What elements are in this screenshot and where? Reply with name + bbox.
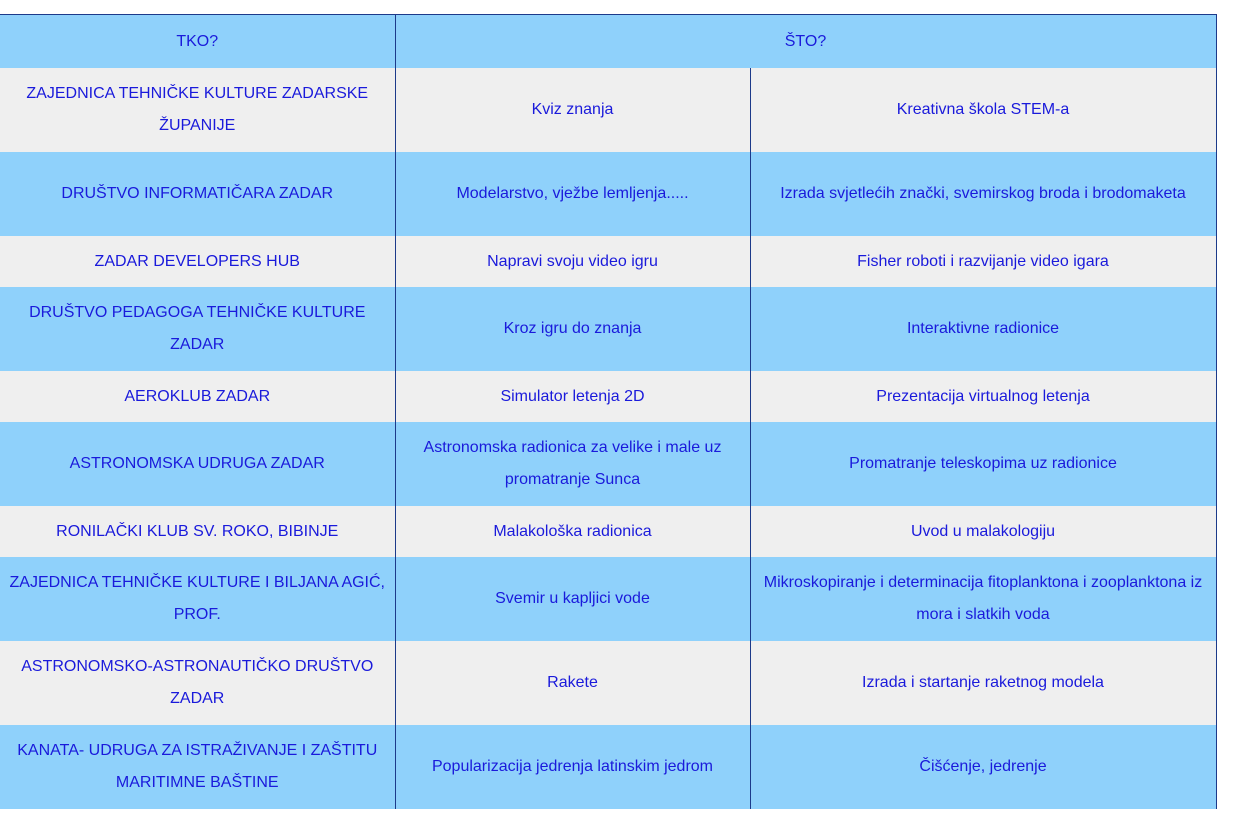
table-row [0, 152, 1216, 236]
cell-who: KANATA- UDRUGA ZA ISTRAŽIVANJE I ZAŠTITU MARITIMNE BAŠTINE [0, 725, 395, 809]
cell-description: Prezentacija virtualnog letenja [750, 371, 1216, 422]
activities-table [0, 14, 1217, 809]
cell-who: ZAJEDNICA TEHNIČKE KULTURE ZADARSKE ŽUPANIJE [0, 68, 395, 152]
cell-who: DRUŠTVO PEDAGOGA TEHNIČKE KULTURE ZADAR [0, 287, 395, 371]
cell-description: Izrada svjetlećih znački, svemirskog broda i brodomaketa [750, 152, 1216, 236]
cell-activity: Rakete [395, 641, 750, 725]
table-row [0, 557, 1216, 641]
cell-description: Kreativna škola STEM-a [750, 68, 1216, 152]
cell-description: Uvod u malakologiju [750, 506, 1216, 557]
cell-who: ZAJEDNICA TEHNIČKE KULTURE I BILJANA AGIĆ, PROF. [0, 557, 395, 641]
cell-description: Čišćenje, jedrenje [750, 725, 1216, 809]
cell-description: Izrada i startanje raketnog modela [750, 641, 1216, 725]
table-row [0, 68, 1216, 152]
cell-activity: Popularizacija jedrenja latinskim jedrom [395, 725, 750, 809]
cell-description: Promatranje teleskopima uz radionice [750, 422, 1216, 506]
cell-activity: Simulator letenja 2D [395, 371, 750, 422]
header-who: TKO? [0, 15, 395, 69]
cell-activity: Malakološka radionica [395, 506, 750, 557]
table-row [0, 725, 1216, 809]
table-row [0, 506, 1216, 557]
cell-description: Fisher roboti i razvijanje video igara [750, 236, 1216, 287]
table-row [0, 422, 1216, 506]
cell-who: ASTRONOMSKO-ASTRONAUTIČKO DRUŠTVO ZADAR [0, 641, 395, 725]
table-row [0, 371, 1216, 422]
cell-activity: Svemir u kapljici vode [395, 557, 750, 641]
header-what: ŠTO? [395, 15, 1216, 69]
cell-description: Interaktivne radionice [750, 287, 1216, 371]
cell-activity: Astronomska radionica za velike i male uz promatranje Sunca [395, 422, 750, 506]
cell-who: AEROKLUB ZADAR [0, 371, 395, 422]
cell-who: DRUŠTVO INFORMATIČARA ZADAR [0, 152, 395, 236]
cell-activity: Napravi svoju video igru [395, 236, 750, 287]
table-row [0, 641, 1216, 725]
cell-activity: Kviz znanja [395, 68, 750, 152]
cell-who: RONILAČKI KLUB SV. ROKO, BIBINJE [0, 506, 395, 557]
cell-activity: Kroz igru do znanja [395, 287, 750, 371]
cell-who: ASTRONOMSKA UDRUGA ZADAR [0, 422, 395, 506]
table-row [0, 236, 1216, 287]
cell-who: ZADAR DEVELOPERS HUB [0, 236, 395, 287]
table-row [0, 287, 1216, 371]
table-container [0, 14, 1216, 809]
cell-description: Mikroskopiranje i determinacija fitoplanktona i zooplanktona iz mora i slatkih voda [750, 557, 1216, 641]
cell-activity: Modelarstvo, vježbe lemljenja..... [395, 152, 750, 236]
table-header-row [0, 15, 1216, 69]
